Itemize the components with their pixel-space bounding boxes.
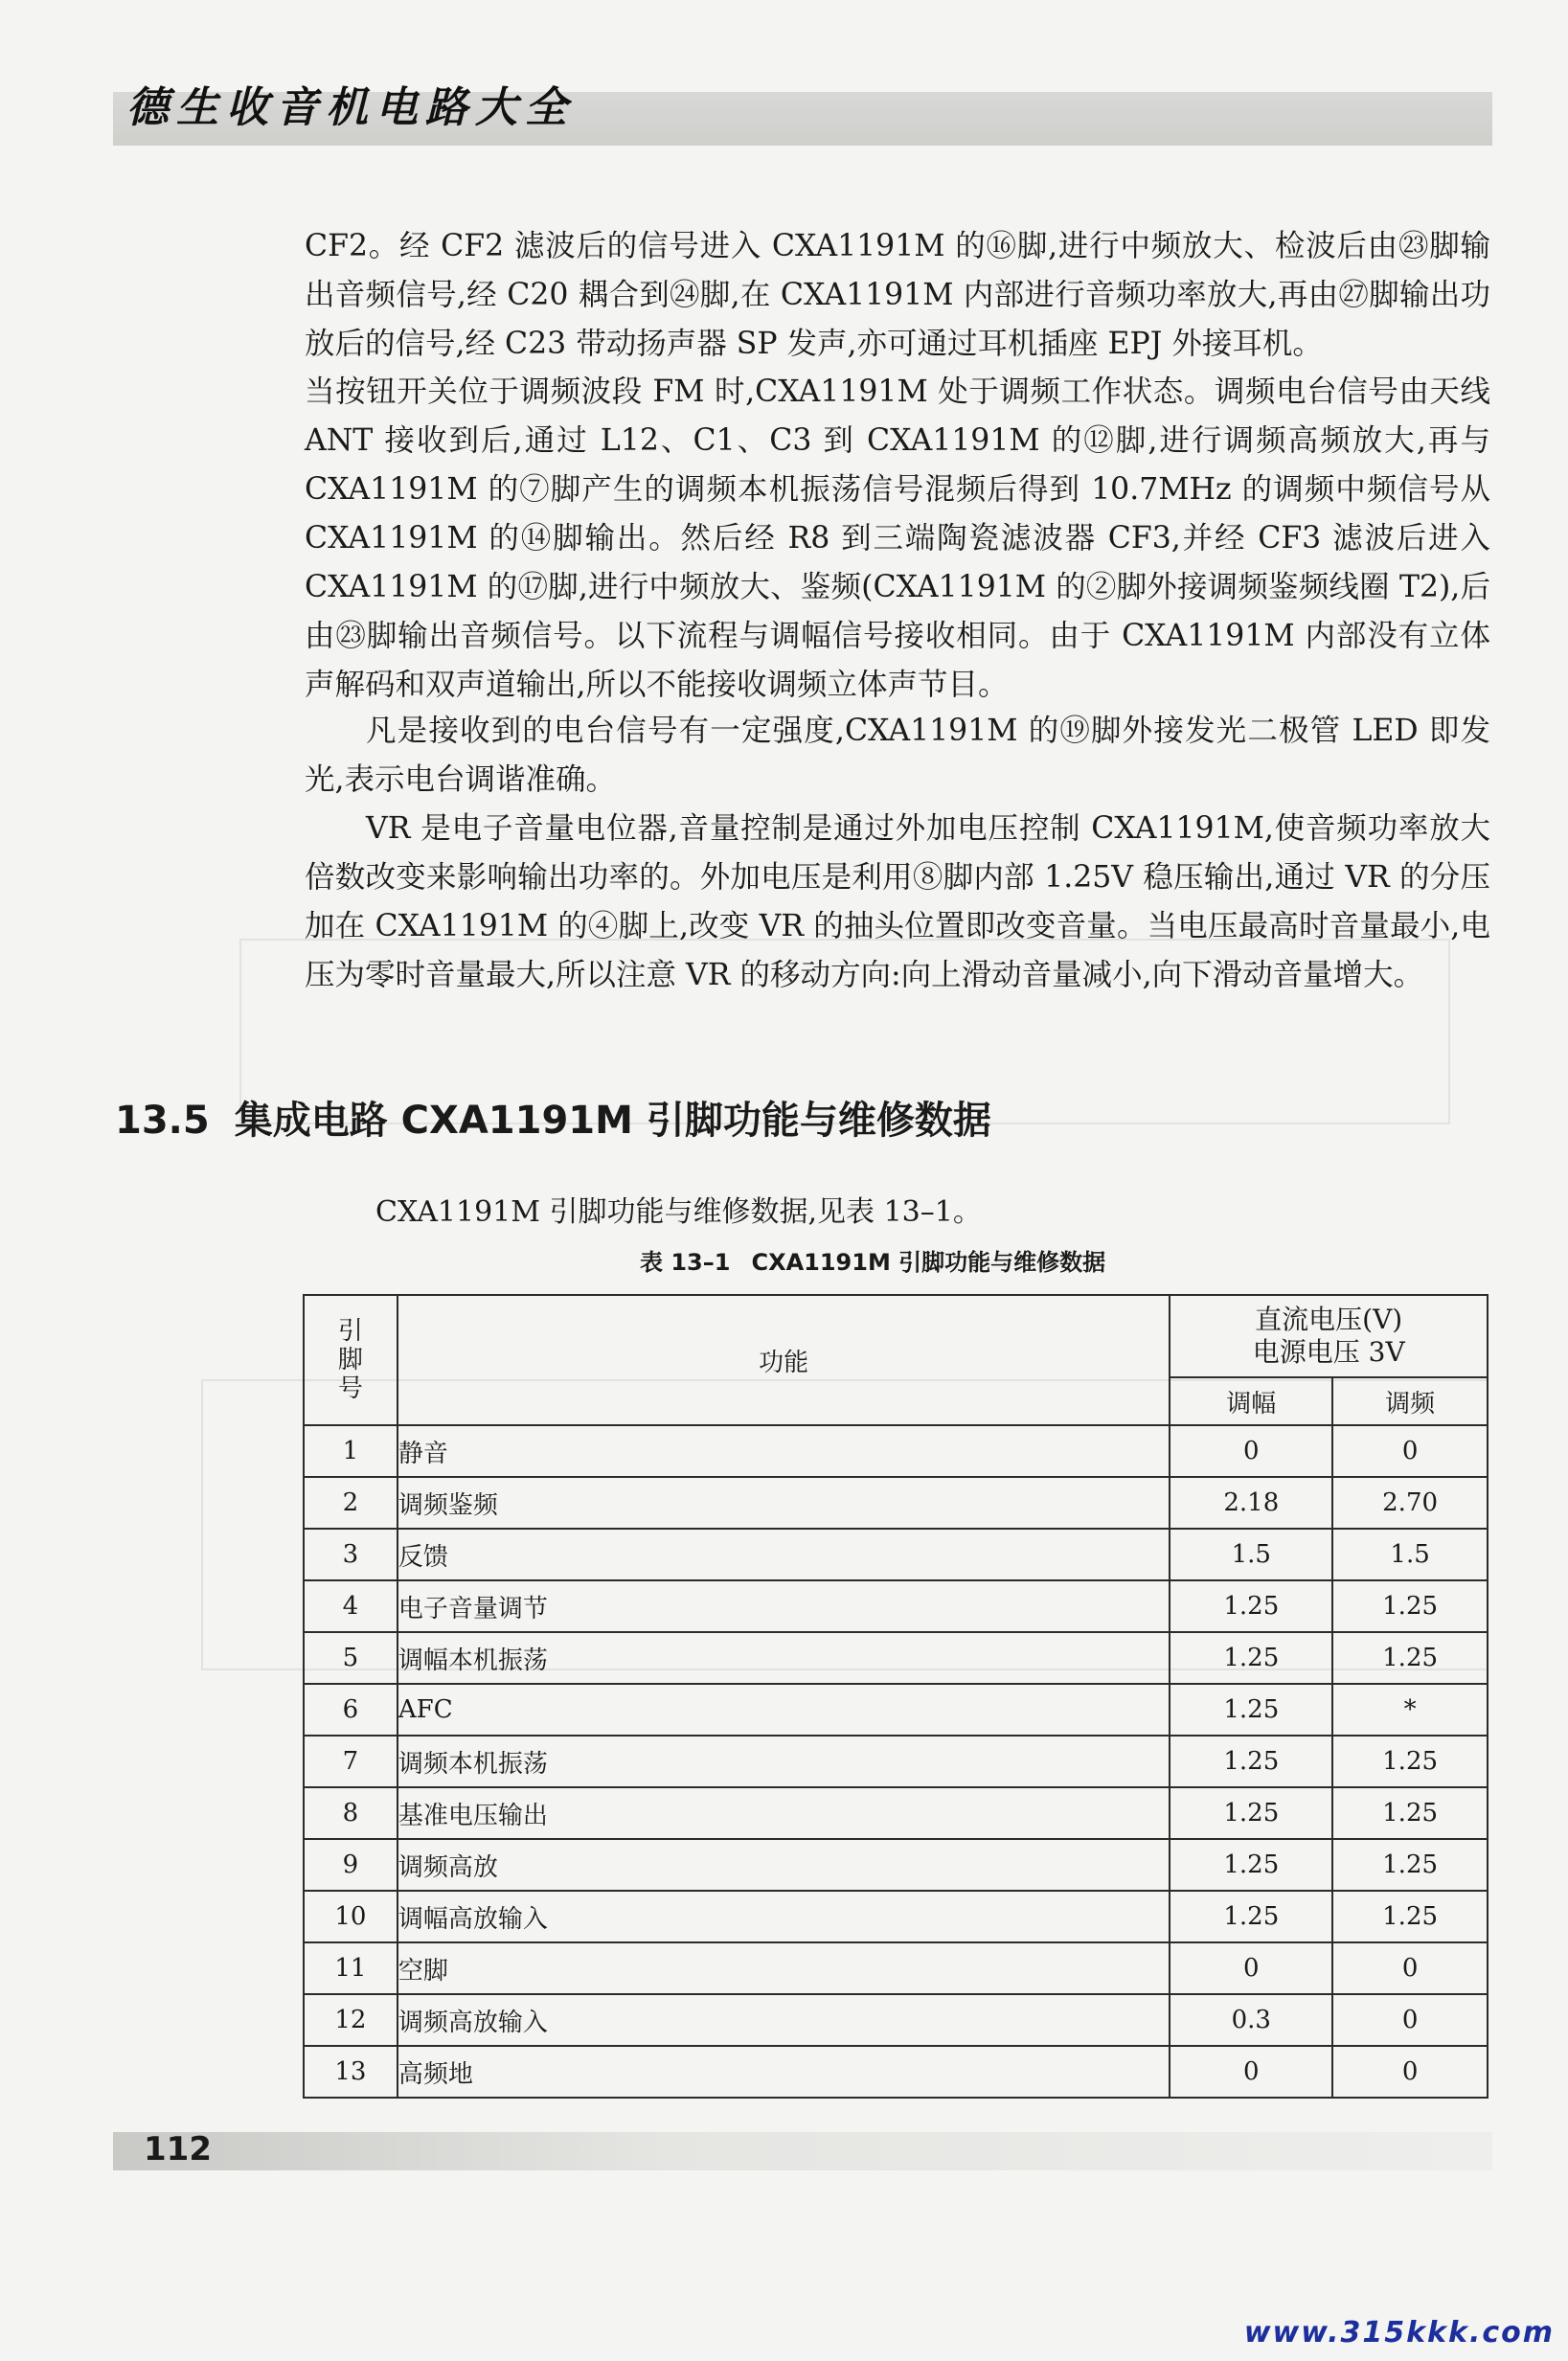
body-paragraph: [305, 707, 1490, 805]
am-voltage-cell: 1.25: [1170, 1891, 1332, 1942]
am-voltage-cell: 0: [1170, 2046, 1332, 2098]
body-paragraph: [305, 805, 1490, 1000]
pin-cell: 10: [304, 1891, 398, 1942]
fm-voltage-cell: 1.25: [1332, 1580, 1488, 1632]
table-row: [304, 1736, 1488, 1787]
pin-cell: 8: [304, 1787, 398, 1839]
function-cell: 反馈: [398, 1529, 1170, 1580]
fm-voltage-cell: 0: [1332, 1994, 1488, 2046]
fm-voltage-cell: *: [1332, 1684, 1488, 1736]
pin-cell: 7: [304, 1736, 398, 1787]
pin-header-char: 号: [337, 1374, 363, 1403]
fm-voltage-cell: 0: [1332, 2046, 1488, 2098]
pin-column-header: [304, 1295, 398, 1425]
pin-cell: 9: [304, 1839, 398, 1891]
section-number: 13.5: [115, 1099, 210, 1143]
pin-header-char: 引: [337, 1317, 363, 1346]
function-cell: 调频高放: [398, 1839, 1170, 1891]
function-cell: 高频地: [398, 2046, 1170, 2098]
fm-voltage-cell: 1.25: [1332, 1736, 1488, 1787]
table-row: [304, 1684, 1488, 1736]
table-caption-number: 表 13–1: [640, 1249, 731, 1276]
running-header-title: 德生收音机电路大全: [126, 83, 575, 132]
table-row: [304, 1787, 1488, 1839]
am-voltage-cell: 0.3: [1170, 1994, 1332, 2046]
table-body: [304, 1425, 1488, 2098]
pin-cell: 11: [304, 1942, 398, 1994]
fm-voltage-cell: 1.5: [1332, 1529, 1488, 1580]
am-voltage-cell: 1.5: [1170, 1529, 1332, 1580]
section-title: 集成电路 CXA1191M 引脚功能与维修数据: [234, 1099, 991, 1143]
function-cell: AFC: [398, 1684, 1170, 1736]
am-voltage-cell: 0: [1170, 1425, 1332, 1477]
fm-voltage-cell: 1.25: [1332, 1891, 1488, 1942]
table-intro: CXA1191M 引脚功能与维修数据,见表 13–1。: [375, 1195, 982, 1229]
am-voltage-cell: 1.25: [1170, 1580, 1332, 1632]
body-paragraph: [305, 222, 1490, 369]
function-column-header: 功能: [398, 1295, 1170, 1425]
am-voltage-cell: 1.25: [1170, 1736, 1332, 1787]
am-voltage-cell: 1.25: [1170, 1684, 1332, 1736]
table-row: [304, 1891, 1488, 1942]
table-caption: [640, 1243, 1105, 1277]
function-cell: 调幅本机振荡: [398, 1632, 1170, 1684]
function-cell: 基准电压输出: [398, 1787, 1170, 1839]
table-row: [304, 1580, 1488, 1632]
page-number-band: [113, 2132, 1492, 2170]
table-row: [304, 1529, 1488, 1580]
table-row: [304, 1839, 1488, 1891]
am-voltage-cell: 0: [1170, 1942, 1332, 1994]
am-voltage-cell: 2.18: [1170, 1477, 1332, 1529]
pin-cell: 3: [304, 1529, 398, 1580]
paragraph-text: 当按钮开关位于调频波段 FM 时,CXA1191M 处于调频工作状态。调频电台信号由天线 ANT 接收到后,通过 L12、C1、C3 到 CXA1191M 的⑫脚,进行调频高频放大,再与 CXA1191M 的⑦脚产生的调频本机振荡信号混频后得到 10.7MHz 的调频中频信号从 CXA1191M 的⑭脚输出。然后经 R8 到三端陶瓷滤波器 CF3,并经 CF3 滤波后进入 CXA1191M 的⑰脚,进行中频放大、鉴频(CXA1191M 的②脚外接调频鉴频线圈 T2),后由㉓脚输出音频信号。以下流程与调幅信号接收相同。由于 CXA1191M 内部没有立体声解码和双声道输出,所以不能接收调频立体声节目。: [305, 375, 1490, 702]
fm-column-header: 调频: [1332, 1377, 1488, 1425]
pin-cell: 4: [304, 1580, 398, 1632]
function-cell: 静音: [398, 1425, 1170, 1477]
function-cell: 调频高放输入: [398, 1994, 1170, 2046]
voltage-column-header: [1170, 1295, 1488, 1377]
pin-data-table: [303, 1294, 1488, 2099]
function-cell: 调幅高放输入: [398, 1891, 1170, 1942]
fm-voltage-cell: 1.25: [1332, 1839, 1488, 1891]
pin-cell: 13: [304, 2046, 398, 2098]
body-paragraph: [305, 368, 1490, 710]
function-cell: 调频本机振荡: [398, 1736, 1170, 1787]
table-row: [304, 1994, 1488, 2046]
table-row: [304, 2046, 1488, 2098]
am-voltage-cell: 1.25: [1170, 1839, 1332, 1891]
paragraph-text: VR 是电子音量电位器,音量控制是通过外加电压控制 CXA1191M,使音频功率放大倍数改变来影响输出功率的。外加电压是利用⑧脚内部 1.25V 稳压输出,通过 VR 的分压加在 CXA1191M 的④脚上,改变 VR 的抽头位置即改变音量。当电压最高时音量最小,电压为零时音量最大,所以注意 VR 的移动方向:向上滑动音量减小,向下滑动音量增大。: [305, 811, 1490, 992]
fm-voltage-cell: 0: [1332, 1425, 1488, 1477]
paragraph-text: 凡是接收到的电台信号有一定强度,CXA1191M 的⑲脚外接发光二极管 LED 即发光,表示电台调谐准确。: [305, 714, 1490, 797]
table-caption-title: CXA1191M 引脚功能与维修数据: [751, 1249, 1106, 1276]
am-voltage-cell: 1.25: [1170, 1632, 1332, 1684]
pin-cell: 12: [304, 1994, 398, 2046]
page-number: 112: [144, 2130, 212, 2168]
function-cell: 电子音量调节: [398, 1580, 1170, 1632]
table-row: [304, 1477, 1488, 1529]
fm-voltage-cell: 0: [1332, 1942, 1488, 1994]
pin-cell: 1: [304, 1425, 398, 1477]
pin-cell: 6: [304, 1684, 398, 1736]
fm-voltage-cell: 1.25: [1332, 1787, 1488, 1839]
am-column-header: 调幅: [1170, 1377, 1332, 1425]
function-cell: 调频鉴频: [398, 1477, 1170, 1529]
pin-cell: 2: [304, 1477, 398, 1529]
table-row: [304, 1632, 1488, 1684]
voltage-header-line: 电源电压 3V: [1252, 1336, 1405, 1368]
voltage-header-line: 直流电压(V): [1255, 1304, 1403, 1335]
function-cell: 空脚: [398, 1942, 1170, 1994]
fm-voltage-cell: 1.25: [1332, 1632, 1488, 1684]
fm-voltage-cell: 2.70: [1332, 1477, 1488, 1529]
am-voltage-cell: 1.25: [1170, 1787, 1332, 1839]
section-heading: [115, 1090, 991, 1145]
paragraph-text: CF2。经 CF2 滤波后的信号进入 CXA1191M 的⑯脚,进行中频放大、检波后由㉓脚输出音频信号,经 C20 耦合到㉔脚,在 CXA1191M 内部进行音频功率放大,再由㉗脚输出功放后的信号,经 C23 带动扬声器 SP 发声,亦可通过耳机插座 EPJ 外接耳机。: [305, 229, 1490, 361]
pin-cell: 5: [304, 1632, 398, 1684]
pin-header-char: 脚: [337, 1346, 363, 1374]
table-row: [304, 1425, 1488, 1477]
watermark-url: www.315kkk.com: [1243, 2316, 1555, 2350]
table-row: [304, 1942, 1488, 1994]
